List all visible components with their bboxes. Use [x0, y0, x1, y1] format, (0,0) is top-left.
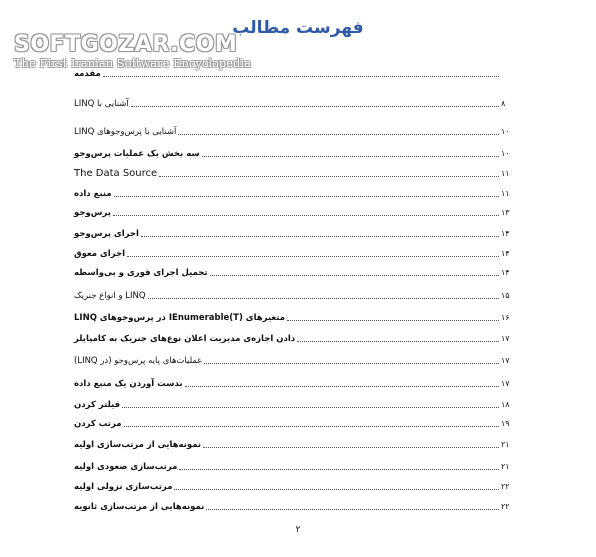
toc-entry-label: آشنایی با LINQ: [74, 99, 129, 109]
toc-entry[interactable]: [72, 220, 519, 240]
dot-leader: [122, 406, 499, 408]
toc-entry-label: نمونه‌هایی از مرتب‌سازی ثانویه: [74, 502, 205, 512]
toc-entry[interactable]: [72, 431, 519, 451]
toc-entry-page: ۱۸: [501, 400, 510, 409]
dot-leader: [103, 75, 499, 77]
toc-entry-label: پرس‌وجو: [74, 208, 111, 218]
toc-entry-label: مرتب‌سازی نزولی اولیه: [74, 482, 173, 492]
toc-entry[interactable]: [72, 199, 519, 219]
dot-leader: [159, 175, 499, 177]
toc-entry[interactable]: [72, 347, 519, 367]
dot-leader: [297, 340, 499, 342]
toc-entry[interactable]: [72, 493, 519, 513]
toc-entry[interactable]: [72, 160, 519, 180]
dot-leader: [206, 508, 499, 510]
toc-entry[interactable]: [72, 259, 519, 279]
toc-entry-label: اجرای معوق: [74, 249, 125, 259]
toc-entry-page: ۱۰: [501, 149, 510, 158]
toc-entry-label: فیلتر کردن: [74, 400, 121, 410]
dot-leader: [210, 274, 499, 276]
toc-entry[interactable]: [72, 90, 519, 110]
toc-entry-label: اجرای پرس‌وجو: [74, 229, 139, 239]
page-title: فهرست مطالب: [232, 18, 364, 38]
toc-entry-label: تحمیل اجرای فوری و بی‌واسطه: [74, 268, 208, 278]
toc-entry-label: سه بخش یک عملیات پرس‌وجو: [74, 149, 200, 159]
toc-entry[interactable]: [72, 240, 519, 260]
toc-entry-label: نمونه‌هایی از مرتب‌سازی اولیه: [74, 440, 202, 450]
watermark-tagline: The First Iranian Software Encyclopedia: [14, 56, 251, 70]
dot-leader: [287, 319, 499, 321]
toc-entry-page: ۱۷: [501, 379, 510, 388]
dot-leader: [203, 446, 499, 448]
toc-entry[interactable]: [72, 118, 519, 138]
toc-entry[interactable]: [72, 60, 519, 80]
toc-entry-page: ۱۳: [501, 208, 510, 217]
toc-entry-page: ۱۷: [501, 356, 510, 365]
toc-entry[interactable]: [72, 410, 519, 430]
toc-entry-page: ۱۴: [501, 229, 510, 238]
dot-leader: [124, 425, 499, 427]
toc-entry[interactable]: [72, 391, 519, 411]
toc-entry[interactable]: [72, 370, 519, 390]
toc-entry-label: LINQ و انواع جنریک: [74, 291, 146, 301]
toc-entry[interactable]: [72, 453, 519, 473]
toc-entry[interactable]: [72, 304, 519, 324]
toc-entry-label: منبع داده: [74, 189, 112, 199]
dot-leader: [202, 155, 499, 157]
dot-leader: [113, 214, 499, 216]
toc-entry-label: The Data Source: [74, 168, 158, 179]
toc-entry-page: ۱۴: [501, 268, 510, 277]
dot-leader: [174, 488, 499, 490]
page-number: ۲: [295, 525, 301, 535]
toc-entry-label: متغیرهای IEnumerable(T) در پرس‌وجوهای LINQ: [74, 313, 285, 323]
toc-entry-label: مرتب کردن: [74, 419, 122, 429]
toc-entry-label: مرتب‌سازی صعودی اولیه: [74, 462, 178, 472]
toc-entry-page: ۲۱: [501, 440, 510, 449]
toc-entry-page: ۱۱: [501, 169, 510, 178]
dot-leader: [179, 468, 499, 470]
toc-entry-label: مقدمه: [74, 69, 101, 79]
toc-entry[interactable]: [72, 473, 519, 493]
toc-entry[interactable]: [72, 325, 519, 345]
toc-entry-label: آشنایی با پرس‌وجوهای LINQ: [74, 127, 177, 137]
toc-entry-page: ۱۱: [501, 189, 510, 198]
dot-leader: [127, 255, 499, 257]
dot-leader: [141, 235, 499, 237]
toc-entry-page: ۸: [501, 99, 506, 108]
toc-entry-label: بدست آوردن یک منبع داده: [74, 379, 183, 389]
dot-leader: [131, 105, 499, 107]
dot-leader: [148, 297, 499, 299]
toc-entry-page: ۱۴: [501, 249, 510, 258]
toc-entry-label: دادن اجازه‌ی مدیریت اعلان نوع‌های جنریک به کامپایلر: [74, 334, 296, 344]
toc-entry-page: ۱۹: [501, 419, 510, 428]
toc-entry[interactable]: [72, 140, 519, 160]
toc-entry-page: ۱۰: [501, 127, 510, 136]
toc-entry-label: عملیات‌های پایه پرس‌وجو (در LINQ): [74, 356, 203, 366]
toc-entry-page: ۱۵: [501, 291, 510, 300]
dot-leader: [114, 195, 499, 197]
dot-leader: [185, 385, 499, 387]
toc-entry-page: ۱۶: [501, 313, 510, 322]
toc-entry-page: ۲۱: [501, 462, 510, 471]
dot-leader: [204, 362, 499, 364]
toc-entry[interactable]: [72, 180, 519, 200]
dot-leader: [178, 133, 499, 135]
toc-entry[interactable]: [72, 282, 519, 302]
watermark-logo: SOFTGOZAR.COM: [14, 32, 238, 57]
toc-entry-page: ۲۲: [501, 502, 510, 511]
toc-entry-page: ۱۷: [501, 334, 510, 343]
toc-entry-page: ۲۲: [501, 482, 510, 491]
